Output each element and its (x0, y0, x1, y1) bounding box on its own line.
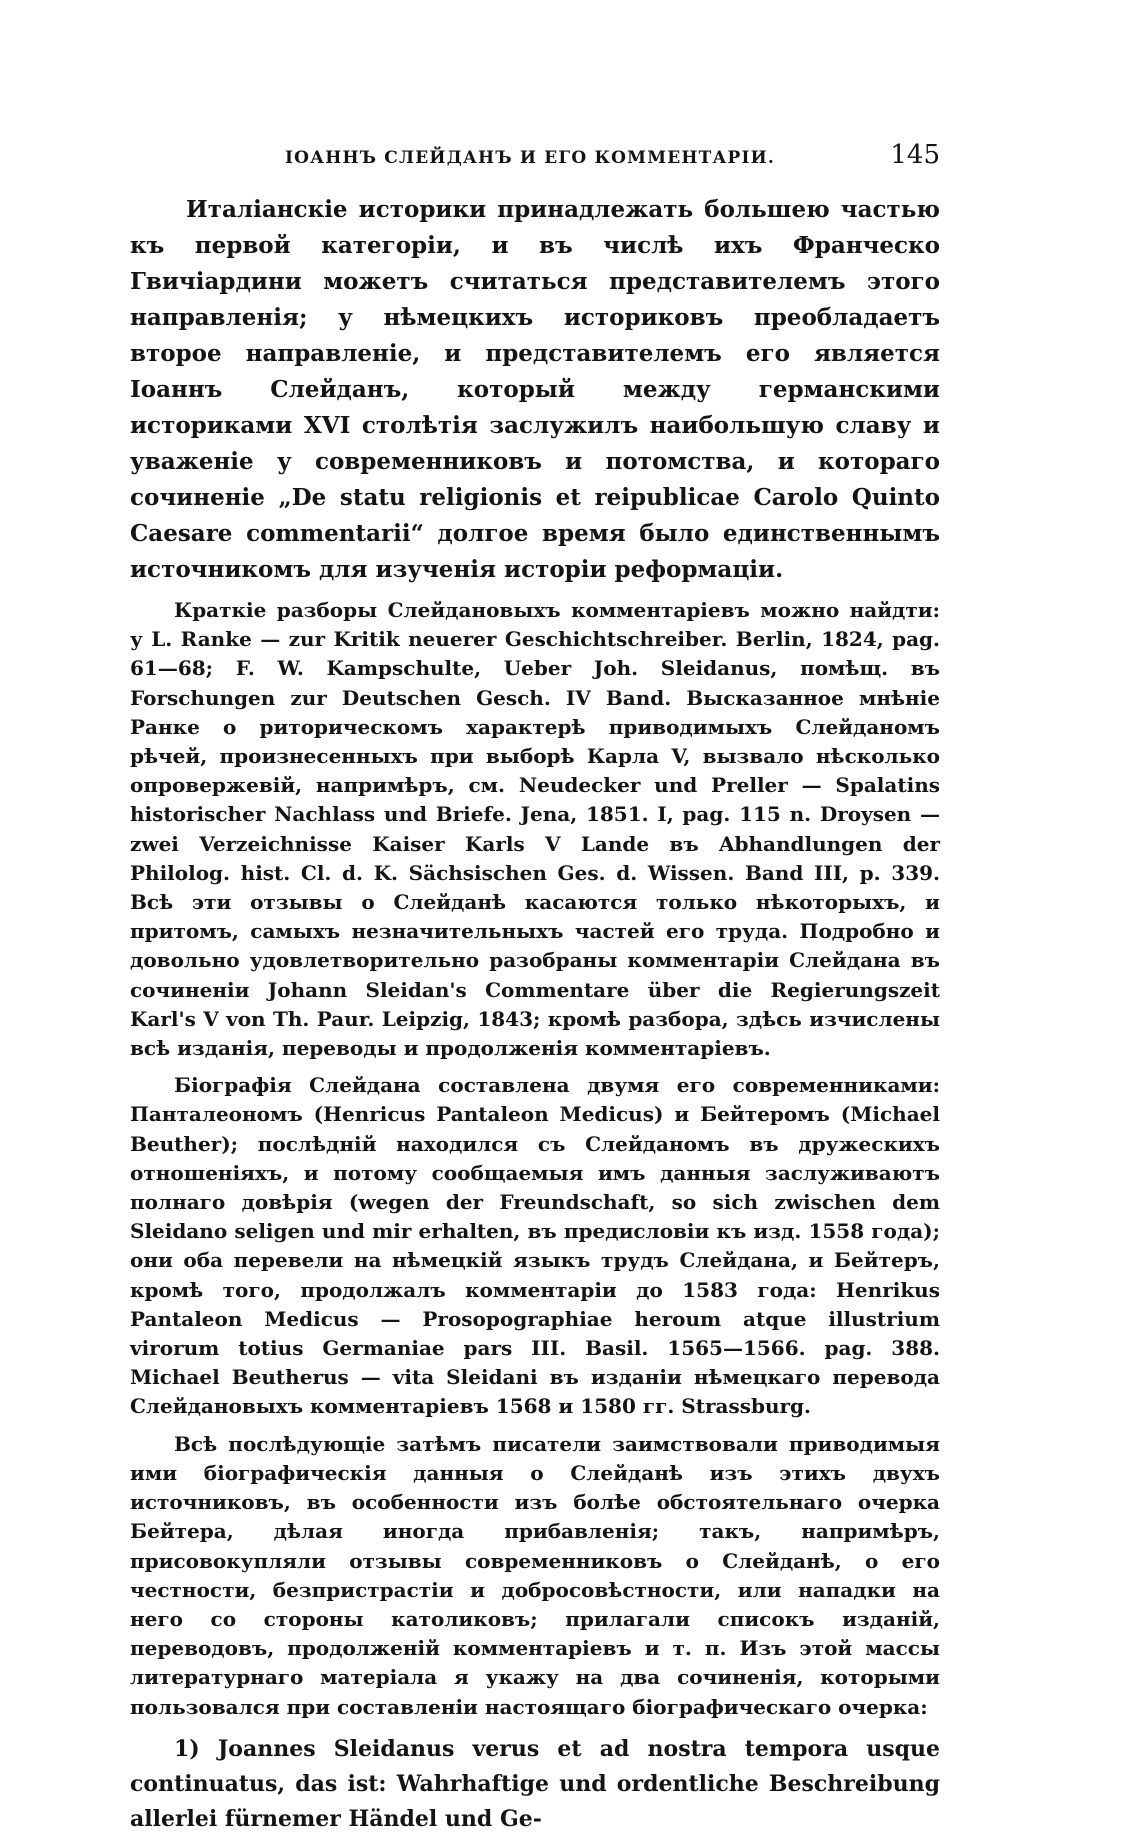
note-later-writers: Всѣ послѣдующіе затѣмъ писатели заимствовали приводимыя ими біографическія данныя о Слейданѣ изъ этихъ двухъ источниковъ, въ особенности изъ болѣе обстоятельнаго очерка Бейтера, дѣлая иногда прибавленія; такъ, напримѣръ, присовокупляли отзывы современниковъ о Слейданѣ, о его честности, безпристрастіи и добросовѣстности, или нападки на него со стороны католиковъ; прилагали списокъ изданій, переводовъ, продолженій комментаріевъ и т. п. Изъ этой массы литературнаго матеріала я укажу на два сочиненія, которыми пользовался при составленіи настоящаго біографическаго очерка: (130, 1431, 940, 1719)
note-reviews-of-commentaries: Краткіе разборы Слейдановыхъ комментаріевъ можно найдти: у L. Ranke — zur Kritik neuerer Geschichtschreiber. Berlin, 1824, pag. 61—68; F. W. Kampschulte, Ueber Joh. Sleidanus, помѣщ. въ Forschungen zur Deutschen Gesch. IV Band. Высказанное мнѣніе Ранке о риторическомъ характерѣ приводимыхъ Слейданомъ рѣчей, произнесенныхъ при выборѣ Карла V, вызвало нѣсколько опровержевій, напримѣръ, см. Neudecker und Preller — Spalatins historischer Nachlass und Briefe. Jena, 1851. I, pag. 115 n. Droysen — zwei Verzeichnisse Kaiser Karls V Lande въ Abhandlungen der Philolog. hist. Cl. d. K. Sächsischen Ges. d. Wissen. Band III, p. 339. Всѣ эти отзывы о Слейданѣ касаются только нѣкоторыхъ, и притомъ, самыхъ незначительныхъ частей его труда. Подробно и довольно удовлетворительно разобраны комментаріи Слейдана въ сочиненіи Johann Sleidan's Commentare über die Regierungszeit Karl's V von Th. Paur. Leipzig, 1843; кромѣ разбора, здѣсь изчислены всѣ изданія, переводы и продолженія комментаріевъ. (130, 598, 940, 1061)
text-block (130, 192, 940, 1837)
page-number: 145 (890, 140, 940, 170)
paragraph-italian-historians: Италіанскіе историки принадлежать большею частью къ первой категоріи, и въ числѣ ихъ Франческо Гвичіардини можетъ считаться представителемъ этого направленія; у нѣмецкихъ историковъ преобладаетъ второе направленіе, и представителемъ его является Іоаннъ Слейданъ, который между германскими историками XVI столѣтія заслужилъ наибольшую славу и уваженіе у современниковъ и потомства, и котораго сочиненіе „De statu religionis et reipublicae Carolo Quinto Caesare commentarii“ долгое время было единственнымъ источникомъ для изученія исторіи реформаціи. (130, 196, 940, 583)
list-item-first-source: 1) Joannes Sleidanus verus et ad nostra tempora usque continuatus, das ist: Wahrhaftige und ordentliche Beschreibung allerlei fürnemer Händel und Ge- (130, 1735, 940, 1832)
page-header (130, 140, 940, 180)
running-title: IОАННЪ СЛЕЙДАНЪ И ЕГО КОММЕНТАРІИ. (285, 148, 776, 168)
note-biography-sources: Біографія Слейдана составлена двумя его современниками: Панталеономъ (Henricus Pantaleon Medicus) и Бейтеромъ (Michael Beuther); послѣдній находился съ Слейданомъ въ дружескихъ отношеніяхъ, и потому сообщаемыя имъ данныя заслуживаютъ полнаго довѣрія (wegen der Freundschaft, so sich zwischen dem Sleidano seligen und mir erhalten, въ предисловіи къ изд. 1558 года); они оба перевели на нѣмецкій языкъ трудъ Слейдана, и Бейтеръ, кромѣ того, продолжалъ комментаріи до 1583 года: Henrikus Pantaleon Medicus — Prosopographiae heroum atque illustrium virorum totius Germaniae pars III. Basil. 1565—1566. pag. 388. Michael Beutherus — vita Sleidani въ изданіи нѣмецкаго перевода Слейдановыхъ комментаріевъ 1568 и 1580 гг. Strassburg. (130, 1073, 940, 1419)
